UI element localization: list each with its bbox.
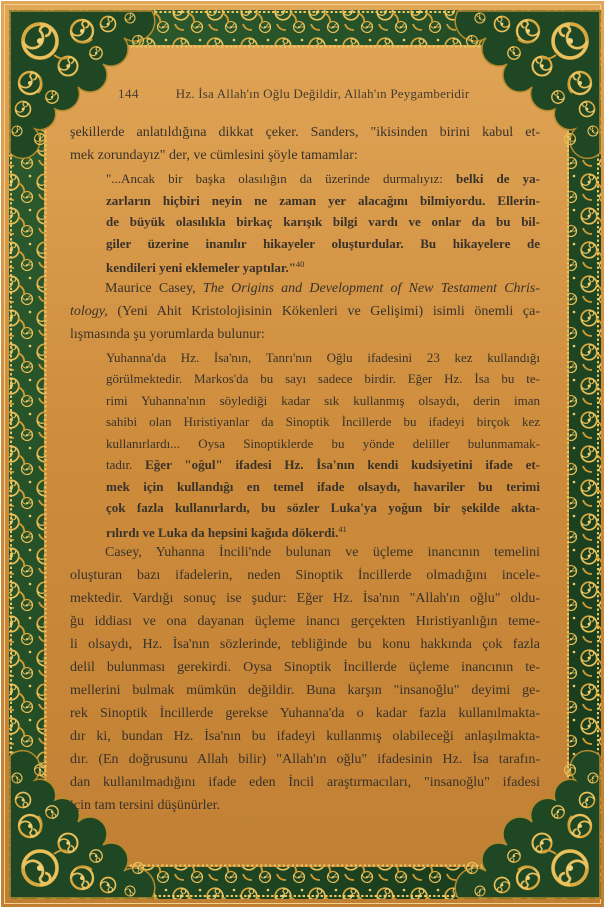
text-line: rek Sinoptik İncillerde gerekse Yuhanna'da o kadar fazla kullanılmakta- [70,706,540,721]
text-line: li olsaydı, Hz. İsa'nın sözlerinde, tebliğinde bu konu hakkında çok fazla [70,637,540,652]
text-line: ğu iddiası ve ona dayanan üçleme inancı gerçekten Hıristiyanlığın teme- [70,614,540,629]
page-text [70,121,540,817]
text-line: giler üzerine inanılır hikayeler oluşturdular. Bu hikayelere de [106,235,540,251]
text-line: "...Ancak bir başka olasılığın da üzerinde durmalıyız: belki de ya- [106,171,540,186]
quote-block [106,347,540,541]
text-line: için tam tersini düşünürler. [70,798,221,813]
footnote-reference: 40 [295,259,305,269]
text-line: mellerini bulmak mümkün değildir. Buna karşın "insanoğlu" deyimi ge- [70,683,540,698]
text-line: mek zorundayız" der, ve cümlesini şöyle tamamlar: [70,148,358,163]
text-line: görülmektedir. Markos'da bu sayı sadece birdir. Eğer Hz. İsa bu te- [106,371,540,386]
text-line: şekillerde anlatıldığına dikkat çeker. Sanders, "ikisinden birini kabul et- [70,125,540,140]
text-line: sahibi olan Hıristiyanlar da Sinoptik İncillerde bu ifadeyi birçok kez [106,414,540,429]
page-header [70,86,540,104]
text-line: rimi Yuhanna'nın söylediği kadar sık kullanmış olsaydı, derin iman [106,392,540,408]
text-line: dan kullanılmadığını ifade eden İncil araştırmacıları, "insanoğlu" ifadesi [70,775,540,790]
paragraph [70,541,540,817]
text-line: delil bulunması gerekirdi. Oysa Sinoptik İncillerde üçleme inancının te- [70,660,540,675]
text-line: oluşturan bazı ifadelerin, neden Sinoptik İncillerde olmadığını incele- [70,568,540,583]
footnote-reference: 41 [338,523,347,534]
text-line: dır. (En doğrusunu Allah bilir) "Allah'ın oğlu" ifadesinin Hz. İsa tarafın- [70,752,540,767]
paragraph [70,121,540,167]
text-line: rılırdı ve Luka da hepsini kağıda dökerdi.$^{41}$ [106,523,347,540]
paragraph [70,277,540,346]
text-line: kullanırlardı... Oysa Sinoptiklerde bu yönde deliller bulunmamak- [106,435,540,451]
text-line: kendileri yeni eklemeler yaptılar."$^{40}$ [106,259,305,275]
text-line: tology, (Yeni Ahit Kristolojisinin Kökenleri ve Gelişimi) isimli önemli ça- [70,303,540,319]
text-line: mek için kullandığı en temel ifade olsaydı, havariler bu terimi [106,478,540,494]
page-number: 144 [118,86,139,101]
text-line: zarların hiçbiri neyin ne zaman yer alacağını bilmiyordu. Ellerin- [106,192,540,208]
text-line: Casey, Yuhanna İncili'nde bulunan ve üçleme inancının temelini [105,545,540,560]
text-line: çok fazla kullanırlardı, bu sözler Luka'ya yoğun bir şekilde akta- [106,500,540,515]
text-line: de büyük olasılıkla birkaç karışık bilgi vardı ve onlar da bu bil- [106,214,540,229]
text-line: Maurice Casey, The Origins and Development of New Testament Chris- [105,280,540,296]
text-line: dır ki, bundan Hz. İsa'nın bu ifadeyi kullanmış olabileceği anlaşılmakta- [70,729,540,744]
text-line: tadır. Eğer "oğul" ifadesi Hz. İsa'nın kendi kudsiyetini ifade et- [106,457,540,472]
text-line: mektedir. Vardığı sonuç ise şudur: Eğer Hz. İsa'nın "Allah'ın oğlu" oldu- [70,591,540,606]
text-line: lışmasında şu yorumlarda bulunur: [70,326,265,342]
text-line: Yuhanna'da Hz. İsa'nın, Tanrı'nın Oğlu ifadesini 23 kez kullandığı [106,349,540,365]
running-title: Hz. İsa Allah'ın Oğlu Değildir, Allah'ın Peygamberidir [175,86,470,101]
quote-block [106,168,540,276]
